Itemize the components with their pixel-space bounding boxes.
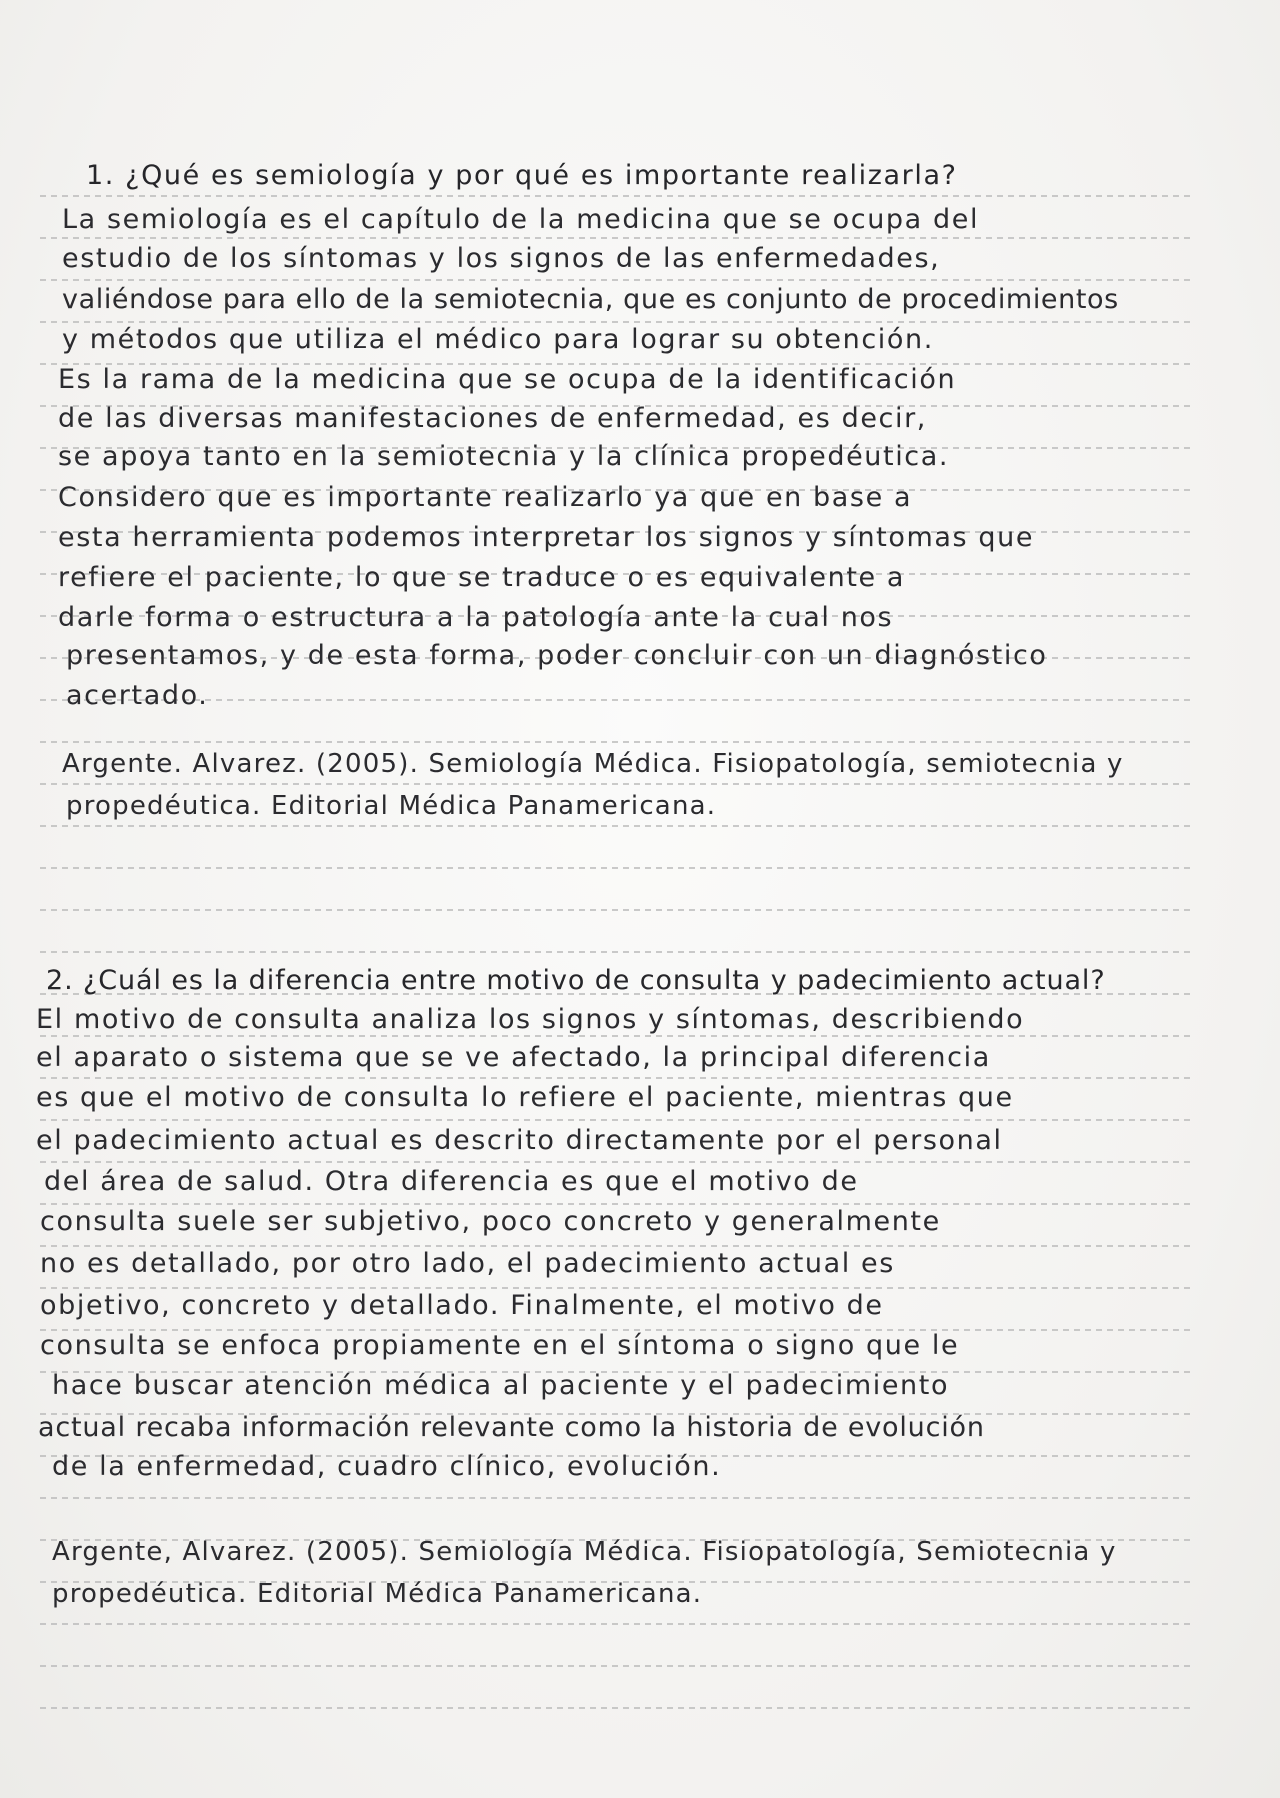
answer-2-line: consulta suele ser subjetivo, poco concreto y generalmente	[40, 1206, 941, 1237]
answer-1-line: valiéndose para ello de la semiotecnia, que es conjunto de procedimientos	[62, 284, 1119, 315]
answer-1-line: darle forma o estructura a la patología ante la cual nos	[58, 602, 894, 633]
answer-2-line: objetivo, concreto y detallado. Finalmente, el motivo de	[40, 1290, 884, 1321]
reference-1-line: propedéutica. Editorial Médica Panamericana.	[66, 791, 717, 821]
answer-2-line: hace buscar atención médica al paciente y el padecimiento	[52, 1370, 950, 1401]
question-2-title: 2. ¿Cuál es la diferencia entre motivo de consulta y padecimiento actual?	[46, 965, 1106, 996]
answer-1-line: La semiología es el capítulo de la medicina que se ocupa del	[62, 204, 980, 235]
answer-1-line: de las diversas manifestaciones de enfermedad, es decir,	[58, 403, 927, 434]
answer-1-line: esta herramienta podemos interpretar los signos y síntomas que	[58, 522, 1035, 553]
answer-2-line: es que el motivo de consulta lo refiere el paciente, mientras que	[36, 1082, 1014, 1113]
answer-1-line: presentamos, y de esta forma, poder concluir con un diagnóstico	[66, 640, 1048, 671]
answer-1-line: refiere el paciente, lo que se traduce o es equivalente a	[58, 562, 906, 593]
reference-2-line: propedéutica. Editorial Médica Panamericana.	[52, 1579, 703, 1609]
reference-1-line: Argente. Alvarez. (2005). Semiología Médica. Fisiopatología, semiotecnia y	[62, 749, 1124, 779]
reference-2-line: Argente, Alvarez. (2005). Semiología Médica. Fisiopatología, Semiotecnia y	[52, 1537, 1117, 1567]
question-1-title: 1. ¿Qué es semiología y por qué es importante realizarla?	[86, 160, 958, 191]
answer-1-line: se apoya tanto en la semiotecnia y la clínica propedéutica.	[58, 441, 950, 472]
answer-2-line: El motivo de consulta analiza los signos y síntomas, describiendo	[36, 1004, 1025, 1035]
answer-1-line: Considero que es importante realizarlo ya que en base a	[58, 482, 913, 513]
answer-2-line: de la enfermedad, cuadro clínico, evolución.	[52, 1451, 722, 1482]
answer-2-line: actual recaba información relevante como la historia de evolución	[38, 1412, 985, 1443]
answer-2-line: el aparato o sistema que se ve afectado, la principal diferencia	[36, 1042, 991, 1073]
answer-2-line: consulta se enfoca propiamente en el síntoma o signo que le	[40, 1330, 960, 1361]
answer-2-line: no es detallado, por otro lado, el padecimiento actual es	[40, 1248, 895, 1279]
answer-1-line: y métodos que utiliza el médico para lograr su obtención.	[62, 324, 934, 355]
answer-1-line: estudio de los síntomas y los signos de las enfermedades,	[62, 243, 941, 274]
answer-1-line: Es la rama de la medicina que se ocupa de la identificación	[58, 364, 957, 395]
answer-1-line: acertado.	[66, 680, 209, 711]
answer-2-line: el padecimiento actual es descrito directamente por el personal	[36, 1125, 1003, 1156]
answer-2-line: del área de salud. Otra diferencia es que el motivo de	[44, 1166, 859, 1197]
